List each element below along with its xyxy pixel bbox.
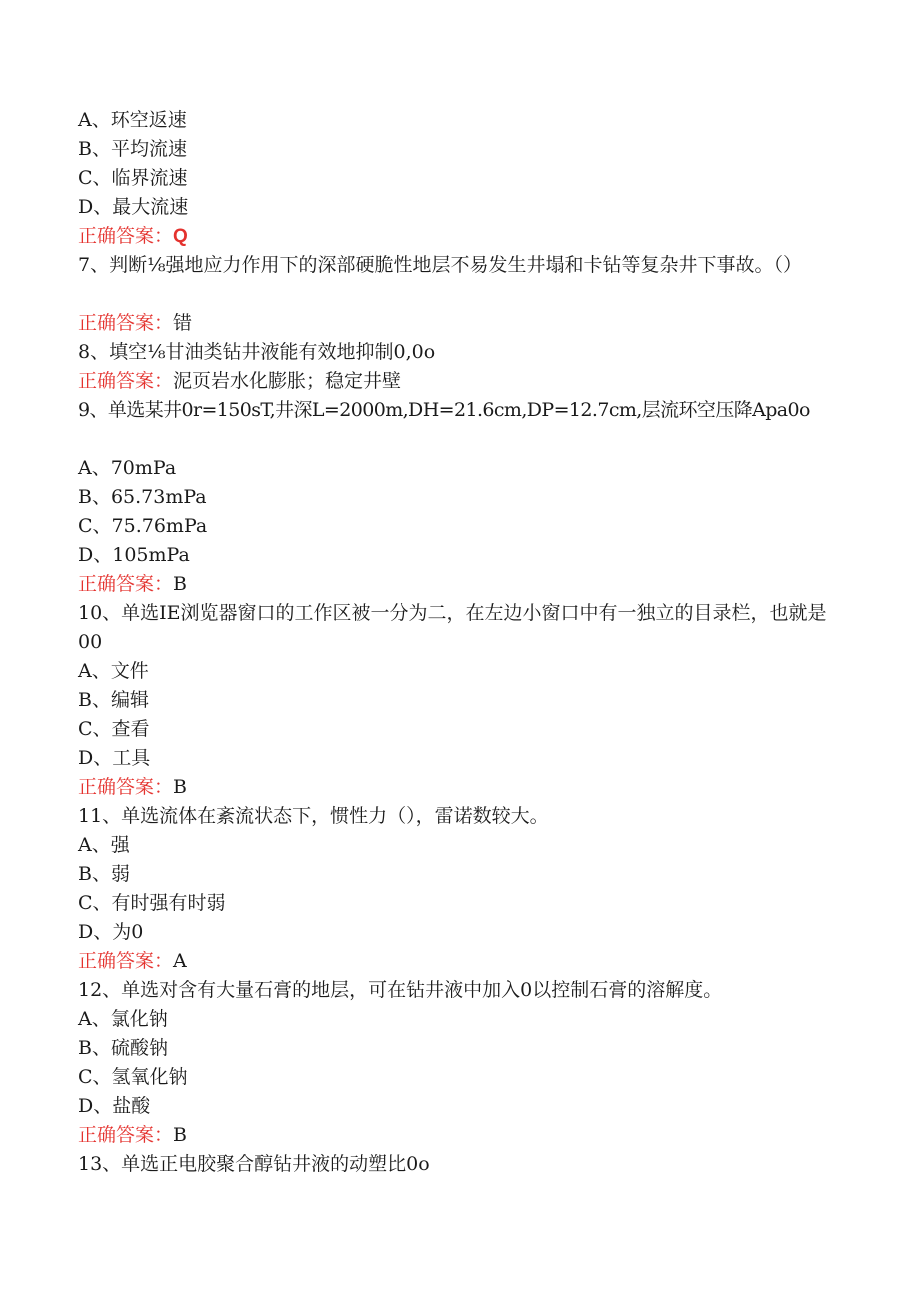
answer-label: 正确答案： [78, 573, 174, 595]
answer-line [78, 773, 838, 802]
answer-line [78, 367, 838, 396]
option-item: B、65.73mPa [78, 486, 207, 508]
answer-label: 正确答案： [78, 776, 174, 798]
question-item: 10、单选IE浏览器窗口的工作区被一分为二，在左边小窗口中有一独立的目录栏，也就是00 [78, 602, 827, 653]
option-item: A、强 [78, 834, 130, 856]
option-item: C、75.76mPa [78, 515, 208, 537]
option-item: A、70mPa [78, 457, 177, 479]
question-list [78, 106, 838, 1179]
answer-label: 正确答案： [78, 1124, 174, 1146]
question-item: 7、判断⅛强地应力作用下的深部硬脆性地层不易发生井塌和卡钻等复杂井下事故。（） [78, 254, 803, 276]
question-item: 12、单选对含有大量石膏的地层，可在钻井液中加入0以控制石膏的溶解度。 [78, 979, 723, 1001]
option-item: B、编辑 [78, 689, 149, 711]
answer-line [78, 1121, 838, 1150]
option-item: C、有时强有时弱 [78, 892, 226, 914]
answer-value: B [173, 573, 187, 595]
answer-label: 正确答案： [78, 225, 174, 247]
answer-value: B [173, 776, 187, 798]
question-item: 9、单选某井0r=150sT,井深L=2000m,DH=21.6cm,DP=12.7cm,层流环空压降Apa0o [78, 399, 810, 421]
option-item: D、最大流速 [78, 196, 189, 218]
answer-value: B [173, 1124, 187, 1146]
option-item: A、环空返速 [78, 109, 187, 131]
option-item: B、平均流速 [78, 138, 187, 160]
option-item: D、105mPa [78, 544, 190, 566]
option-item: C、氢氧化钠 [78, 1066, 188, 1088]
answer-label: 正确答案： [78, 370, 174, 392]
option-item: D、工具 [78, 747, 151, 769]
option-item: A、氯化钠 [78, 1008, 168, 1030]
option-item: D、盐酸 [78, 1095, 151, 1117]
option-item: A、文件 [78, 660, 149, 682]
option-item: C、查看 [78, 718, 150, 740]
question-item: 13、单选正电胶聚合醇钻井液的动塑比0o [78, 1153, 430, 1175]
answer-line [78, 947, 838, 976]
answer-label: 正确答案： [78, 950, 174, 972]
option-item: B、硫酸钠 [78, 1037, 168, 1059]
answer-value: A [173, 950, 187, 972]
option-item: B、弱 [78, 863, 130, 885]
question-item: 11、单选流体在紊流状态下，惯性力（），雷诺数较大。 [78, 805, 549, 827]
answer-label: 正确答案： [78, 312, 174, 334]
question-item: 8、填空⅛甘油类钻井液能有效地抑制0,0o [78, 341, 436, 363]
answer-value: 泥页岩水化膨胀；稳定井壁 [173, 370, 402, 392]
option-item: C、临界流速 [78, 167, 188, 189]
answer-line [78, 570, 838, 599]
answer-value: 错 [173, 312, 193, 334]
answer-line [78, 309, 838, 338]
answer-line [78, 222, 838, 251]
answer-value: Q [173, 226, 188, 247]
option-item: D、为0 [78, 921, 144, 943]
